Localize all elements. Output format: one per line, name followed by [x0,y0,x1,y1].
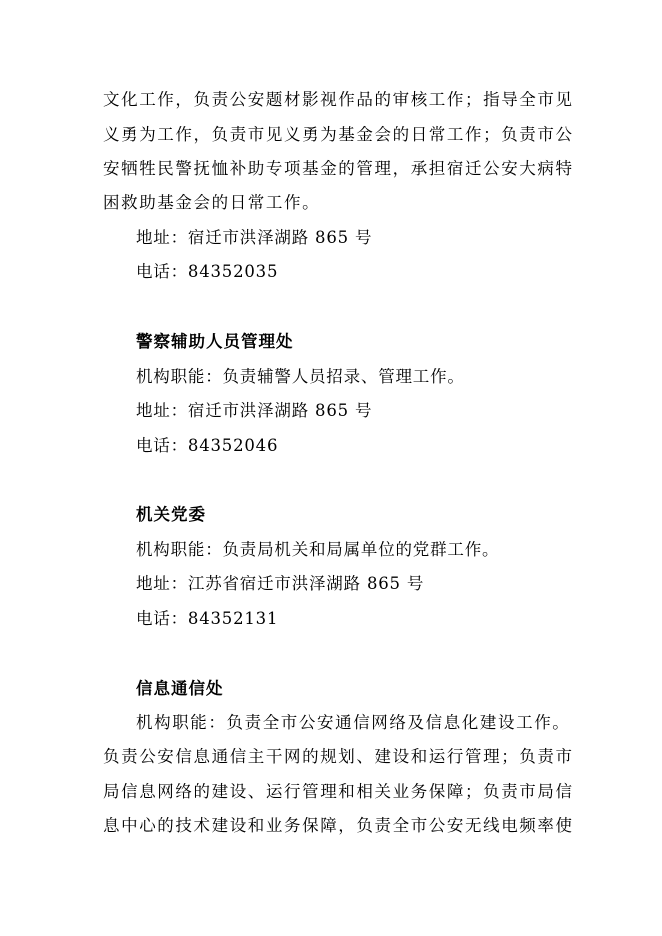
section-heading: 信息通信处 [136,679,224,698]
body-text-line: 息中心的技术建设和业务保障，负责全市公安无线电频率使 [103,816,574,835]
body-text-line: 困救助基金会的日常工作。 [103,193,321,212]
body-text-line: 负责公安信息通信主干网的规划、建设和运行管理；负责市 [103,747,574,766]
phone-line: 电话：84352046 [136,436,279,455]
section-heading: 机关党委 [136,505,206,524]
body-text-line: 义勇为工作，负责市见义勇为基金会的日常工作；负责市公 [103,125,574,144]
body-text-line: 局信息网络的建设、运行管理和相关业务保障；负责市局信 [103,782,574,801]
phone-line: 电话：84352035 [136,262,279,281]
body-text-line: 安牺牲民警抚恤补助专项基金的管理，承担宿迁公安大病特 [103,159,574,178]
function-line: 机构职能：负责全市公安通信网络及信息化建设工作。 [136,713,571,732]
address-line: 地址：宿迁市洪泽湖路 865 号 [136,228,373,247]
body-text-line: 文化工作，负责公安题材影视作品的审核工作；指导全市见 [103,90,574,109]
address-line: 地址：江苏省宿迁市洪泽湖路 865 号 [136,574,425,593]
function-line: 机构职能：负责局机关和局属单位的党群工作。 [136,540,500,559]
phone-line: 电话：84352131 [136,609,279,628]
section-heading: 警察辅助人员管理处 [136,332,294,351]
address-line: 地址：宿迁市洪泽湖路 865 号 [136,401,373,420]
function-line: 机构职能：负责辅警人员招录、管理工作。 [136,367,465,386]
